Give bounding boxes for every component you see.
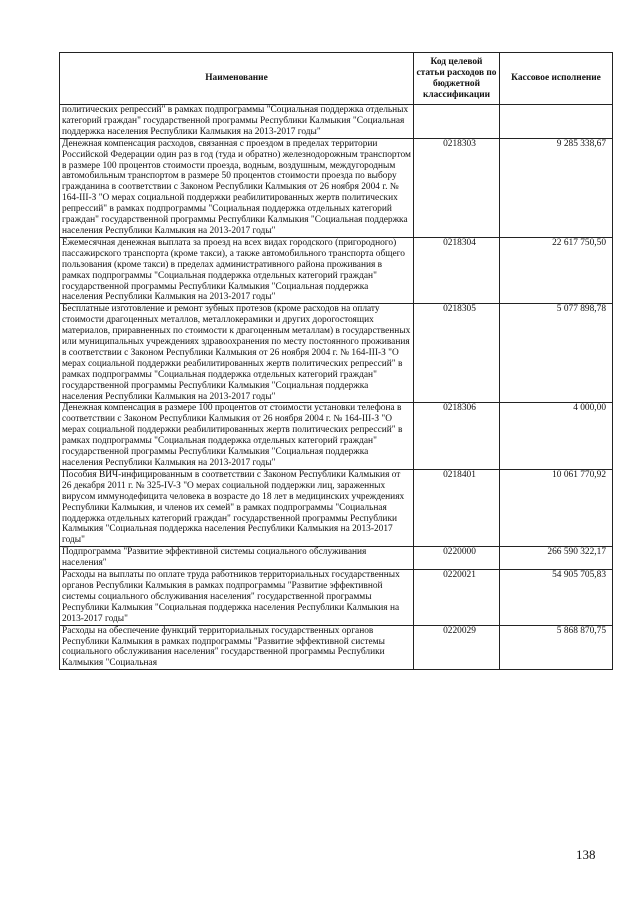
page-number: 138 bbox=[576, 847, 596, 862]
row-execution-cell: 54 905 705,83 bbox=[500, 570, 613, 626]
row-name-cell: Расходы на обеспечение функций территориальных государственных органов Республики Калмыкия в рамках подпрограммы "Развитие эффективной системы социального обслуживания населения" государственной программы Республики Калмыкия "Социальная bbox=[60, 625, 414, 670]
row-execution-cell bbox=[500, 105, 613, 139]
table-row bbox=[60, 237, 613, 303]
row-name-cell: Расходы на выплаты по оплате труда работников территориальных государственных органов Республики Калмыкия в рамках подпрограммы "Развитие эффективной системы социального обслуживания населения" государственной программы Республики Калмыкия "Социальная поддержка населения Республики Калмыкия на 2013-2017 годы" bbox=[60, 570, 414, 626]
row-code-cell: 0218304 bbox=[414, 237, 500, 303]
row-name-cell: Денежная компенсация в размере 100 процентов от стоимости установки телефона в соответствии с Законом Республики Калмыкия от 26 ноября 2004 г. № 164-III-З "О мерах социальной поддержки реабилитированных жертв политических репрессий" в рамках подпрограммы "Социальная поддержка отдельных категорий граждан" государственной программы Республики Калмыкия "Социальная поддержка населения Республики Калмыкия на 2013-2017 годы" bbox=[60, 403, 414, 469]
budget-execution-table bbox=[59, 52, 613, 670]
row-name-cell: Денежная компенсация расходов, связанная с проездом в пределах территории Российской Федерации один раз в год (туда и обратно) железнодорожным транспортом в размере 100 процентов стоимости проезда, водным, воздушным, междугородным автомобильным транспортом в размере 50 процентов стоимости проезда по выбору гражданина в соответствии с Законом Республики Калмыкия от 26 ноября 2004 г. № 164-III-З "О мерах социальной поддержки реабилитированных жертв политических репрессий" в рамках подпрограммы "Социальная поддержка отдельных категорий граждан" государственной программы Республики Калмыкия "Социальная поддержка населения Республики Калмыкия на 2013-2017 годы" bbox=[60, 138, 414, 237]
table-row bbox=[60, 105, 613, 139]
table-header-row bbox=[60, 53, 613, 105]
table-row bbox=[60, 138, 613, 237]
table-row bbox=[60, 547, 613, 570]
row-execution-cell: 5 868 870,75 bbox=[500, 625, 613, 670]
row-execution-cell: 10 061 770,92 bbox=[500, 469, 613, 546]
row-execution-cell: 9 285 338,67 bbox=[500, 138, 613, 237]
header-execution: Кассовое исполнение bbox=[500, 53, 613, 105]
table-row bbox=[60, 304, 613, 403]
row-execution-cell: 4 000,00 bbox=[500, 403, 613, 469]
table-row bbox=[60, 403, 613, 469]
row-code-cell: 0220029 bbox=[414, 625, 500, 670]
row-name-cell: политических репрессий" в рамках подпрограммы "Социальная поддержка отдельных категорий граждан" государственной программы Республики Калмыкия "Социальная поддержка населения Республики Калмыкия на 2013-2017 годы" bbox=[60, 105, 414, 139]
row-code-cell: 0218401 bbox=[414, 469, 500, 546]
table-row bbox=[60, 570, 613, 626]
row-code-cell: 0218305 bbox=[414, 304, 500, 403]
row-name-cell: Подпрограмма "Развитие эффективной системы социального обслуживания населения" bbox=[60, 547, 414, 570]
row-code-cell: 0220000 bbox=[414, 547, 500, 570]
row-code-cell: 0220021 bbox=[414, 570, 500, 626]
row-code-cell: 0218303 bbox=[414, 138, 500, 237]
table-body bbox=[60, 105, 613, 670]
row-code-cell: 0218306 bbox=[414, 403, 500, 469]
row-name-cell: Пособия ВИЧ-инфицированным в соответствии с Законом Республики Калмыкия от 26 декабря 2011 г. № 325-IV-З "О мерах социальной поддержки лиц, зараженных вирусом иммунодефицита человека в возрасте до 18 лет в медицинских учреждениях Республики Калмыкия, и членов их семей" в рамках подпрограммы "Социальная поддержка отдельных категорий граждан" государственной программы Республики Калмыкия "Социальная поддержка населения Республики Калмыкия на 2013-2017 годы" bbox=[60, 469, 414, 546]
row-execution-cell: 266 590 322,17 bbox=[500, 547, 613, 570]
row-code-cell bbox=[414, 105, 500, 139]
table-row bbox=[60, 469, 613, 546]
row-execution-cell: 5 077 898,78 bbox=[500, 304, 613, 403]
header-name: Наименование bbox=[60, 53, 414, 105]
row-execution-cell: 22 617 750,50 bbox=[500, 237, 613, 303]
row-name-cell: Ежемесячная денежная выплата за проезд на всех видах городского (пригородного) пассажирского транспорта (кроме такси), а также автомобильного транспорта общего пользования (кроме такси) в пределах административного района проживания в рамках подпрограммы "Социальная поддержка отдельных категорий граждан" государственной программы Республики Калмыкия "Социальная поддержка населения Республики Калмыкия на 2013-2017 годы" bbox=[60, 237, 414, 303]
row-name-cell: Бесплатные изготовление и ремонт зубных протезов (кроме расходов на оплату стоимости драгоценных металлов, металлокерамики и других дорогостоящих материалов, приравненных по стоимости к драгоценным металлам) в государственных или муниципальных учреждениях здравоохранения по месту постоянного проживания в соответствии с Законом Республики Калмыкия от 26 ноября 2004 г. № 164-III-З "О мерах социальной поддержки реабилитированных жертв политических репрессий" в рамках подпрограммы "Социальная поддержка отдельных категорий граждан" государственной программы Республики Калмыкия "Социальная поддержка населения Республики Калмыкия на 2013-2017 годы" bbox=[60, 304, 414, 403]
header-code: Код целевой статьи расходов по бюджетной классификации bbox=[414, 53, 500, 105]
table-row bbox=[60, 625, 613, 670]
